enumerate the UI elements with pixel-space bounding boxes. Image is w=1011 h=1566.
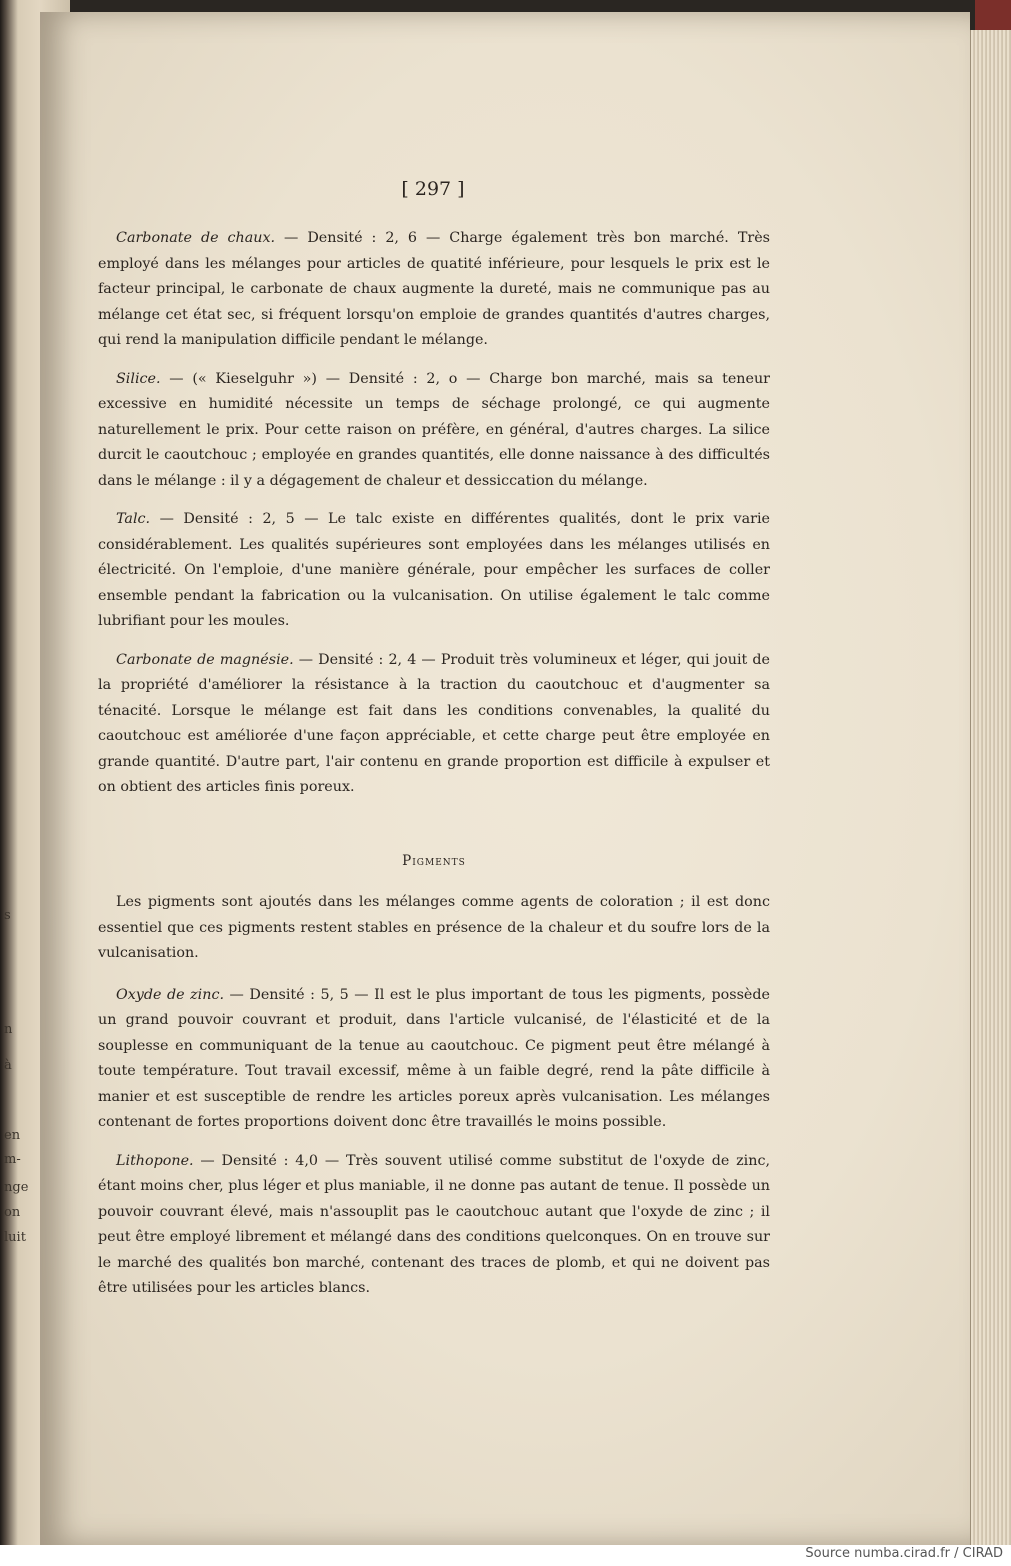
paragraph-carbonate-de-magnesie — [98, 648, 770, 801]
margin-fragment: s — [4, 908, 11, 923]
paragraph-carbonate-de-chaux — [98, 226, 770, 354]
paragraph-oxyde-de-zinc — [98, 983, 770, 1136]
term-label: Silice. — [116, 370, 161, 387]
paragraph-talc — [98, 507, 770, 635]
paragraph-lithopone — [98, 1149, 770, 1302]
margin-fragment: à — [4, 1058, 12, 1073]
margin-fragment: m- — [4, 1152, 21, 1167]
source-credit: Source numba.cirad.fr / CIRAD — [805, 1546, 1003, 1561]
paragraph-text: — Densité : 2, 4 — Produit très volumineux et léger, qui jouit de la propriété d'améliorer la résistance à la traction du caoutchouc et d'augmenter sa ténacité. Lorsque le mélange est fait dans les conditions convenables, la qualité du caoutchouc est améliorée d'une façon appréciable, et cette charge peut être employée en grande quantité. D'autre part, l'air contenu en grande proportion est difficile à expulser et on obtient des articles finis poreux. — [98, 651, 770, 795]
margin-fragment: nge — [4, 1180, 29, 1195]
page-block-edges — [970, 30, 1011, 1545]
paragraph-text: — Densité : 2, 5 — Le talc existe en différentes qualités, dont le prix varie considérablement. Les qualités supérieures sont employées dans les mélanges utilisés en électricité. On l'emploie, d'une manière générale, pour empêcher les surfaces de coller ensemble pendant la fabrication ou la vulcanisation. On utilise également le talc comme lubrifiant pour les moules. — [98, 511, 770, 629]
paragraph-text: — (« Kieselguhr ») — Densité : 2, o — Charge bon marché, mais sa teneur excessive en humidité nécessite un temps de séchage prolongé, ce qui augmente naturellement le prix. Pour cette raison on préfère, en général, d'autres charges. La silice durcit le caoutchouc ; employée en grandes quantités, elle donne naissance à des difficultés dans le mélange : il y a dégagement de chaleur et dessiccation du mélange. — [98, 370, 770, 489]
term-label: Lithopone. — [116, 1152, 194, 1169]
term-label: Carbonate de magnésie. — [116, 651, 294, 668]
margin-fragment: luit — [4, 1230, 26, 1245]
section-heading: Pigments — [402, 852, 466, 869]
paragraph-text: — Densité : 2, 6 — Charge également très bon marché. Très employé dans les mélanges pour articles de quatité inférieure, pour lesquels le prix est le facteur principal, le carbonate de chaux augmente la dureté, mais ne communique pas au mélange cet état sec, si fréquent lorsqu'on emploie de grandes quantités d'autres charges, qui rend la manipulation difficile pendant le mélange. — [98, 230, 770, 348]
margin-fragment: en — [4, 1128, 21, 1143]
margin-fragment: n — [4, 1022, 13, 1037]
term-label: Talc. — [116, 511, 151, 527]
page-body — [98, 226, 770, 1315]
paragraph-pigments-intro: Les pigments sont ajoutés dans les mélanges comme agents de coloration ; il est donc essentiel que ces pigments restent stables en présence de la chaleur et du soufre lors de la vulcanisation. — [98, 894, 770, 961]
term-label: Carbonate de chaux. — [116, 230, 276, 246]
paragraph-text: — Densité : 5, 5 — Il est le plus important de tous les pigments, possède un grand pouvoir couvrant et produit, dans l'article vulcanisé, de l'élasticité et de la souplesse en communiquant de la tenue au caoutchouc. Ce pigment peut être mélangé à toute température. Tout travail excessif, même à un faible degré, rend la pâte difficile à manier et est susceptible de rendre les articles poreux après vulcanisation. Les mélanges contenant de fortes proportions doivent donc être travaillés le moins possible. — [98, 986, 770, 1130]
page-number: [ 297 ] — [401, 178, 465, 200]
paragraph-text: — Densité : 4,0 — Très souvent utilisé comme substitut de l'oxyde de zinc, étant moins cher, plus léger et plus maniable, il ne donne pas autant de tenue. Il possède un pouvoir couvrant élevé, mais n'assouplit pas le caoutchouc autant que l'oxyde de zinc ; il peut être employé librement et mélangé dans des conditions quelconques. On en trouve sur le marché des qualités bon marché, contenant des traces de plomb, et qui ne doivent pas être utilisées pour les articles blancs. — [98, 1152, 770, 1296]
paragraph-silice — [98, 367, 770, 495]
margin-fragment: on — [4, 1205, 21, 1220]
term-label: Oxyde de zinc. — [116, 986, 225, 1003]
